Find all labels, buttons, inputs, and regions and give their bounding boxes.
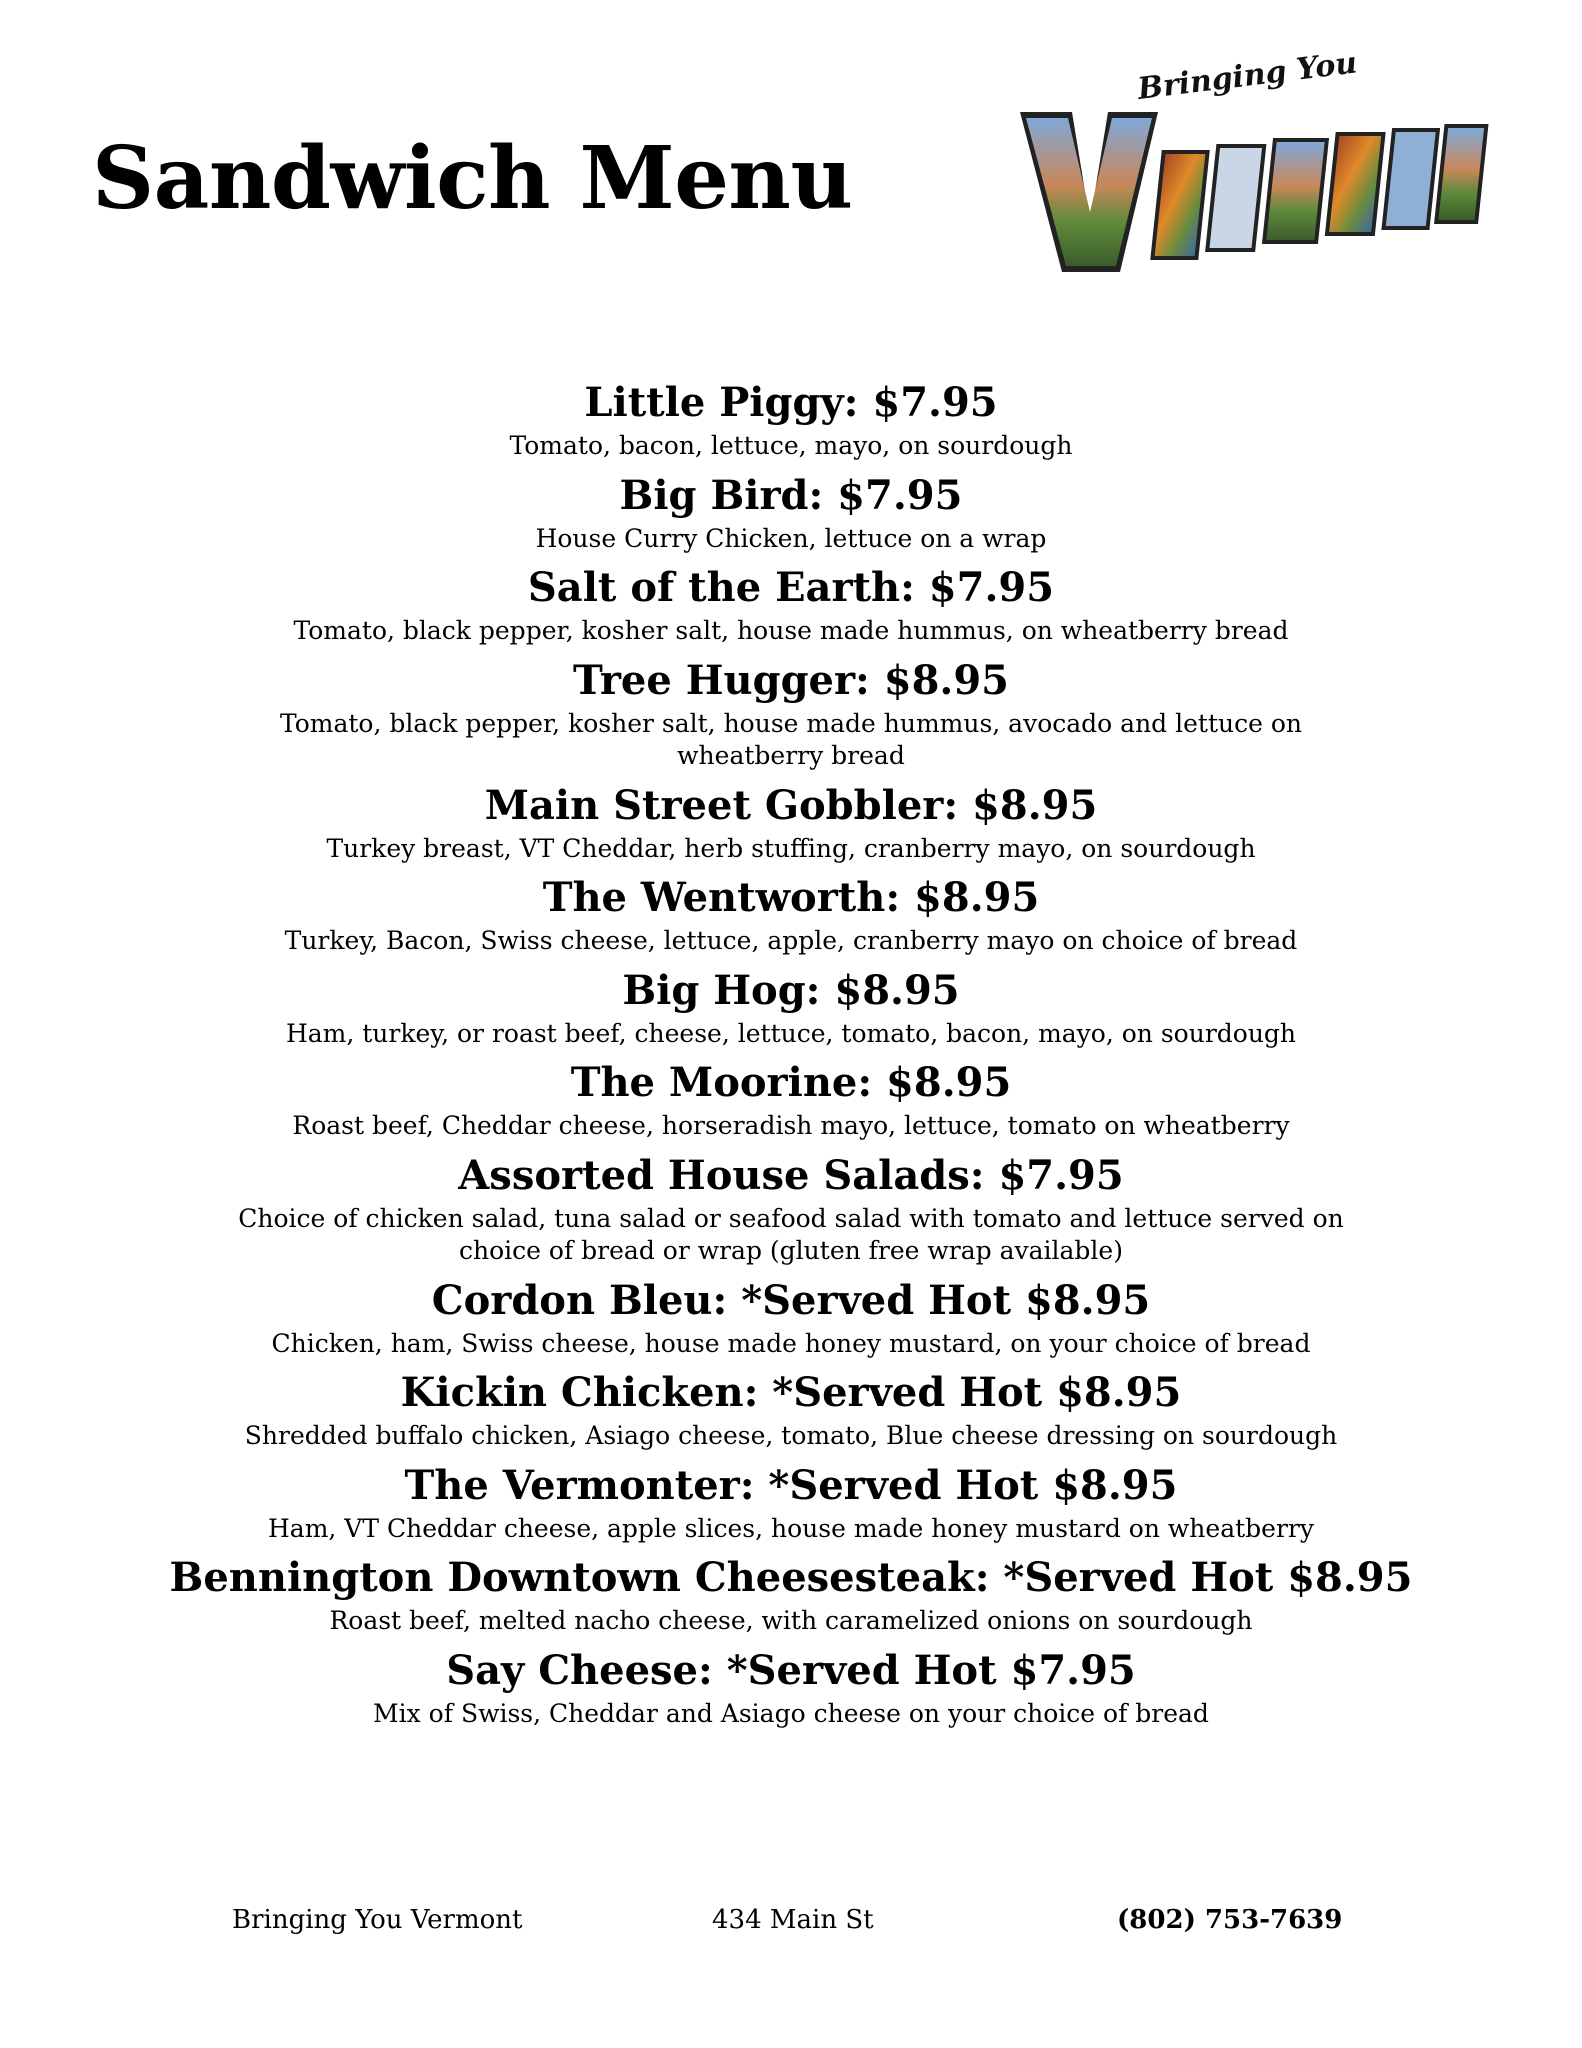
menu-item-description: Ham, turkey, or roast beef, cheese, lettuce, tomato, bacon, mayo, on sourdough [285,1018,1297,1048]
menu-item [150,473,1432,556]
menu-item [150,968,1432,1051]
menu-item-description: Tomato, bacon, lettuce, mayo, on sourdough [509,431,1073,460]
menu-item-description: Tomato, black pepper, kosher salt, house made hummus, on wheatberry bread [293,616,1289,645]
menu-item [150,783,1432,866]
menu-item-title: Salt of the Earth: $7.95 [527,564,1055,611]
menu-item-title: Little Piggy: $7.95 [584,379,998,426]
menu-item [150,1278,1432,1361]
menu-list [150,380,1432,1740]
footer-phone: (802) 753-7639 [1117,1905,1343,1935]
menu-item [150,1648,1432,1731]
footer [0,1905,1582,1945]
menu-item [150,1555,1432,1638]
menu-item-title: The Moorine: $8.95 [570,1059,1012,1106]
menu-item-description: Choice of chicken salad, tuna salad or seafood salad with tomato and lettuce served on choice of bread or wrap (gluten free wrap available) [238,1203,1344,1265]
menu-item-description: Ham, VT Cheddar cheese, apple slices, house made honey mustard on wheatberry [268,1513,1314,1543]
footer-business-name: Bringing You Vermont [232,1905,523,1935]
footer-address: 434 Main St [712,1905,874,1935]
menu-item-description: House Curry Chicken, lettuce on a wrap [535,523,1047,553]
menu-item-description: Chicken, ham, Swiss cheese, house made honey mustard, on your choice of bread [271,1328,1311,1358]
menu-item-title: Big Bird: $7.95 [619,471,963,519]
menu-item-description: Turkey, Bacon, Swiss cheese, lettuce, apple, cranberry mayo on choice of bread [284,926,1298,955]
menu-item-title: Big Hog: $8.95 [622,966,960,1014]
menu-item-description: Shredded buffalo chicken, Asiago cheese, tomato, Blue cheese dressing on sourdough [244,1421,1338,1450]
menu-item-title: Cordon Bleu: *Served Hot $8.95 [431,1276,1151,1324]
menu-item-title: Bennington Downtown Cheesesteak: *Served Hot $8.95 [169,1554,1413,1601]
menu-item-description: Tomato, black pepper, kosher salt, house made hummus, avocado and lettuce on wheatberry bread [279,708,1303,770]
menu-item-title: Tree Hugger: $8.95 [572,656,1010,704]
menu-item-title: Say Cheese: *Served Hot $7.95 [446,1646,1136,1694]
menu-item-description: Turkey breast, VT Cheddar, herb stuffing, cranberry mayo, on sourdough [326,833,1256,863]
bringing-you-vermont-logo [1010,45,1490,282]
menu-item [150,380,1432,463]
menu-item-title: The Wentworth: $8.95 [542,874,1040,921]
menu-item-title: The Vermonter: *Served Hot $8.95 [404,1461,1178,1509]
menu-item-title: Main Street Gobbler: $8.95 [484,781,1098,829]
logo-letters-ermont [1150,124,1488,260]
logo-script-text: Bringing You [1135,45,1359,107]
vermont-logo-graphic [1010,72,1490,282]
menu-item-description: Mix of Swiss, Cheddar and Asiago cheese on your choice of bread [373,1698,1209,1728]
menu-item [150,565,1432,648]
page-title: Sandwich Menu [92,128,853,229]
menu-item [150,1060,1432,1143]
menu-item [150,1153,1432,1268]
menu-item-title: Kickin Chicken: *Served Hot $8.95 [400,1369,1182,1416]
menu-item-title: Assorted House Salads: $7.95 [458,1151,1124,1199]
menu-item-description: Roast beef, melted nacho cheese, with caramelized onions on sourdough [329,1606,1253,1635]
logo-letter-v [1020,112,1158,272]
menu-item [150,875,1432,958]
menu-item [150,1370,1432,1453]
menu-item-description: Roast beef, Cheddar cheese, horseradish mayo, lettuce, tomato on wheatberry [292,1111,1290,1140]
menu-item [150,658,1432,773]
menu-item [150,1463,1432,1546]
